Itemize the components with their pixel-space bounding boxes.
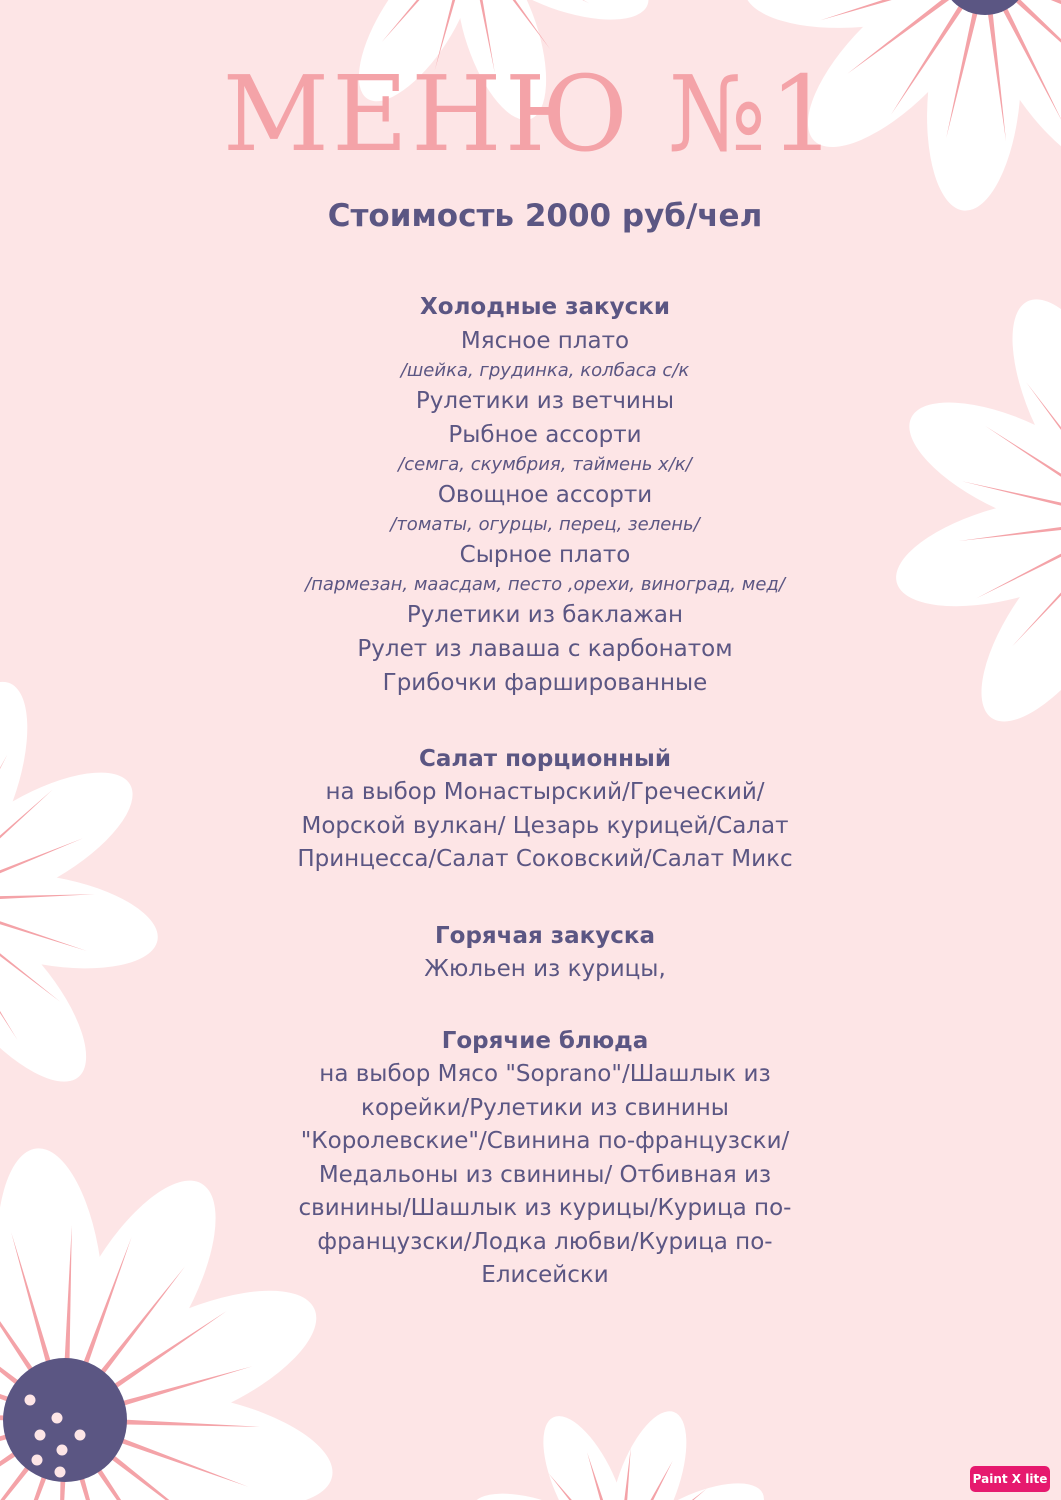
dish-note: /томаты, огурцы, перец, зелень/ bbox=[390, 514, 700, 535]
section-text-line: Морской вулкан/ Цезарь курицей/Салат bbox=[301, 812, 789, 839]
section-text-line: на выбор Монастырский/Греческий/ bbox=[325, 779, 765, 805]
section-text-line: Медальоны из свинины/ Отбивная из bbox=[318, 1161, 772, 1188]
section-text-line: французски/Лодка любви/Курица по- bbox=[317, 1228, 773, 1255]
dish-note: /шейка, грудинка, колбаса с/к bbox=[400, 360, 690, 381]
flower-bottom-center bbox=[462, 1402, 779, 1500]
section-text-line: Елисейски bbox=[481, 1262, 609, 1288]
section-text-line: корейки/Рулетики из свинины bbox=[361, 1094, 729, 1121]
watermark-badge: Paint X lite bbox=[970, 1466, 1050, 1492]
dish-note: /пармезан, маасдам, песто ,орехи, виноград, мед/ bbox=[305, 574, 785, 595]
dish-item: Овощное ассорти bbox=[437, 482, 653, 508]
menu-section-portion-salad bbox=[250, 742, 840, 877]
dish-item: Рулетики из ветчины bbox=[415, 388, 675, 414]
section-title: Салат порционный bbox=[419, 746, 671, 772]
flower-center bbox=[3, 1358, 127, 1482]
dish-item: Грибочки фаршированные bbox=[382, 670, 708, 696]
section-text-line: Принцесса/Салат Соковский/Салат Микс bbox=[297, 846, 793, 872]
dish-item: Рулет из лаваша с карбонатом bbox=[357, 636, 733, 662]
section-text-line: свинины/Шашлык из курицы/Курица по- bbox=[298, 1195, 792, 1221]
section-title: Горячая закуска bbox=[434, 922, 656, 949]
menu-title: МЕНЮ №1 bbox=[222, 53, 839, 175]
flower-left-middle bbox=[0, 668, 165, 1131]
dish-item: Рыбное ассорти bbox=[448, 422, 642, 448]
section-title: Холодные закуски bbox=[420, 294, 670, 320]
section-text-line: Жюльен из курицы, bbox=[424, 955, 666, 982]
section-text-line: на выбор Мясо "Soprano"/Шашлык из bbox=[319, 1061, 771, 1087]
dish-item: Мясное плато bbox=[460, 328, 630, 354]
dish-item: Сырное плато bbox=[459, 542, 631, 568]
center-dot bbox=[52, 1413, 63, 1424]
section-text-line: "Королевские"/Свинина по-французски/ bbox=[300, 1128, 790, 1154]
menu-section-hot-appetizer bbox=[250, 919, 840, 987]
menu-content bbox=[250, 290, 840, 1293]
center-dot bbox=[35, 1430, 46, 1441]
price-line: Стоимость 2000 руб/чел bbox=[327, 198, 763, 234]
section-title: Горячие блюда bbox=[441, 1028, 649, 1054]
dish-note: /семга, скумбрия, таймень х/к/ bbox=[398, 454, 692, 475]
flower-right-middle bbox=[885, 275, 1061, 765]
center-dot bbox=[75, 1430, 86, 1441]
menu-section-cold-appetizers bbox=[250, 290, 840, 700]
center-dot bbox=[57, 1445, 68, 1456]
center-dot bbox=[32, 1455, 43, 1466]
center-dot bbox=[25, 1395, 36, 1406]
menu-section-hot-dishes bbox=[250, 1024, 840, 1293]
center-dot bbox=[55, 1467, 66, 1478]
dish-item: Рулетики из баклажан bbox=[406, 602, 684, 628]
